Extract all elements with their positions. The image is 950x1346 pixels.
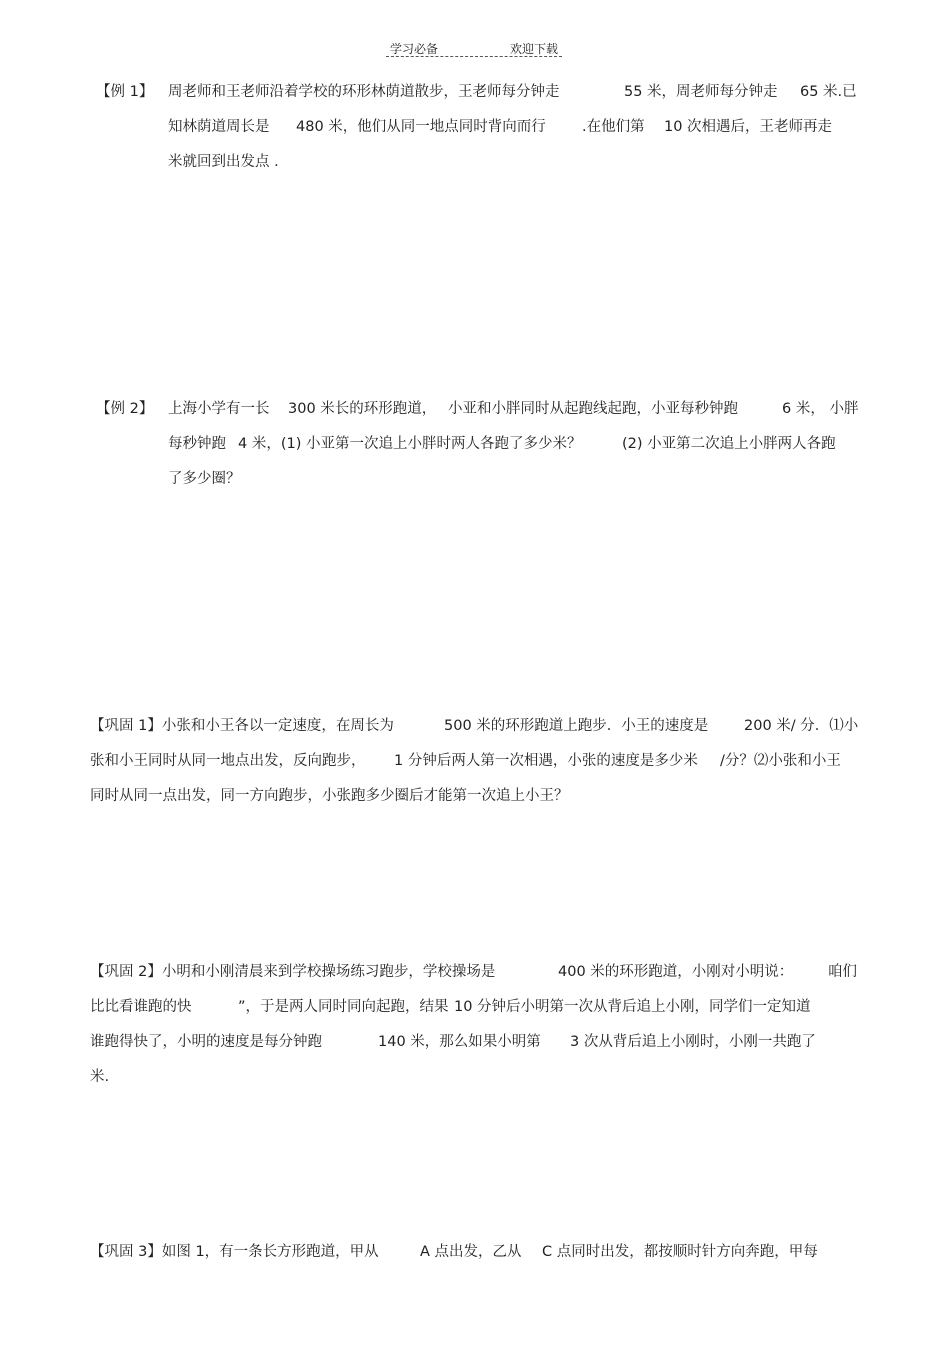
consolidation-2-text-3a: 谁跑得快了，小明的速度是每分钟跑 xyxy=(90,1034,322,1050)
consolidation-3-text-1b: A 点出发，乙从 xyxy=(420,1244,522,1260)
example-2-label: 【例 2】 xyxy=(96,401,154,417)
example-2-line-2 xyxy=(168,434,836,454)
example-1-line-3 xyxy=(168,152,279,172)
consolidation-1-line-1 xyxy=(90,716,858,736)
example-1-text-1b: 55 米，周老师每分钟走 xyxy=(624,84,778,100)
consolidation-3-text-1a: 【巩固 3】如图 1，有一条长方形跑道，甲从 xyxy=(90,1244,379,1260)
consolidation-2-line-4 xyxy=(90,1067,109,1087)
example-1-line-2 xyxy=(168,117,832,137)
example-1-line-1 xyxy=(96,82,857,102)
example-1-text-2d: 10 次相遇后，王老师再走 xyxy=(664,119,833,135)
example-2-text-2b: 4 米，(1) 小亚第一次追上小胖时两人各跑了多少米？ xyxy=(238,436,582,452)
consolidation-1-text-3: 同时从同一点出发，同一方向跑步，小张跑多少圈后才能第一次追上小王？ xyxy=(90,788,569,804)
example-1-text-2b: 480 米，他们从同一地点同时背向而行 xyxy=(296,119,546,135)
example-2-text-2c: (2) 小亚第二次追上小胖两人各跑 xyxy=(622,436,836,452)
consolidation-1-text-1b: 500 米的环形跑道上跑步．小王的速度是 xyxy=(444,718,709,734)
page-header xyxy=(0,40,950,60)
consolidation-1-text-2a: 张和小王同时从同一地点出发，反向跑步， xyxy=(90,753,366,769)
example-2-text-2a: 每秒钟跑 xyxy=(168,436,226,452)
consolidation-2-text-2c: 10 分钟后小明第一次从背后追上小刚，同学们一定知道 xyxy=(454,999,811,1015)
consolidation-2-line-2 xyxy=(90,997,811,1017)
consolidation-2-text-1b: 400 米的环形跑道，小刚对小明说： xyxy=(558,964,794,980)
example-2-line-1 xyxy=(96,399,858,419)
example-2-text-1d: 6 米， 小胖 xyxy=(782,401,859,417)
consolidation-3-text-1c: C 点同时出发，都按顺时针方向奔跑，甲每 xyxy=(542,1244,818,1260)
consolidation-1-text-1c: 200 米/ 分．⑴小 xyxy=(744,718,859,734)
consolidation-2-text-3b: 140 米，那么如果小明第 xyxy=(378,1034,541,1050)
header-divider xyxy=(386,56,562,57)
example-1-label: 【例 1】 xyxy=(96,84,154,100)
consolidation-2-text-2a: 比比看谁跑的快 xyxy=(90,999,192,1015)
header-right-text: 欢迎下载 xyxy=(510,42,559,56)
consolidation-1-line-3 xyxy=(90,786,569,806)
consolidation-2-text-1a: 【巩固 2】小明和小刚清晨来到学校操场练习跑步，学校操场是 xyxy=(90,964,496,980)
example-1-text-2c: .在他们第 xyxy=(582,119,645,135)
example-2-line-3 xyxy=(168,469,241,489)
consolidation-2-text-2b: ”，于是两人同时同向起跑，结果 xyxy=(238,999,449,1015)
consolidation-2-text-1c: 咱们 xyxy=(828,964,857,980)
consolidation-1-text-2c: /分？⑵小张和小王 xyxy=(720,753,841,769)
consolidation-2-text-3c: 3 次从背后追上小刚时，小刚一共跑了 xyxy=(570,1034,816,1050)
example-1-text-1c: 65 米.已 xyxy=(800,84,857,100)
header-left-text: 学习必备 xyxy=(390,42,439,56)
consolidation-2-line-3 xyxy=(90,1032,816,1052)
consolidation-2-line-1 xyxy=(90,962,857,982)
example-2-text-3: 了多少圈？ xyxy=(168,471,241,487)
example-1-text-2a: 知林荫道周长是 xyxy=(168,119,270,135)
consolidation-1-text-1a: 【巩固 1】小张和小王各以一定速度，在周长为 xyxy=(90,718,394,734)
example-2-text-1c: 小亚和小胖同时从起跑线起跑，小亚每秒钟跑 xyxy=(448,401,738,417)
example-2-text-1a: 上海小学有一长 xyxy=(168,401,270,417)
example-1-text-3: 米就回到出发点 . xyxy=(168,154,279,170)
consolidation-1-text-2b: 1 分钟后两人第一次相遇，小张的速度是多少米 xyxy=(394,753,698,769)
example-2-text-1b: 300 米长的环形跑道， xyxy=(288,401,437,417)
example-1-text-1a: 周老师和王老师沿着学校的环形林荫道散步，王老师每分钟走 xyxy=(168,84,560,100)
consolidation-3-line-1 xyxy=(90,1242,818,1262)
consolidation-1-line-2 xyxy=(90,751,841,771)
consolidation-2-text-4: 米. xyxy=(90,1069,110,1085)
